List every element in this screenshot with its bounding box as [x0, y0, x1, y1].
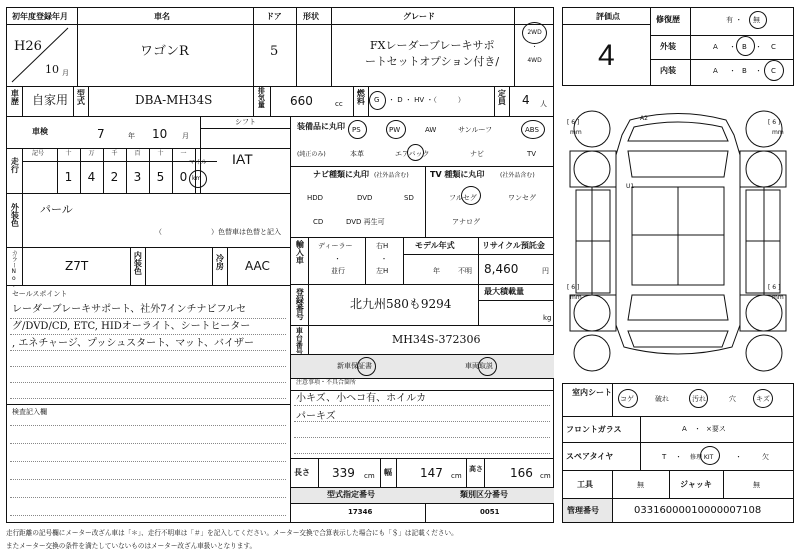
notes-label: 注意事項・不具合箇所 [296, 379, 357, 386]
import-parallel: 並行 [331, 267, 345, 275]
interior-b: B [742, 67, 747, 75]
vehicle-manual: 車両取説 [465, 362, 493, 370]
month-unit: 月 [62, 69, 69, 77]
tv-oneseg: ワンセグ [508, 194, 536, 202]
spare-missing: 欠 [762, 453, 769, 461]
jack-label: ジャッキ [680, 480, 712, 489]
length-value: 339 [332, 466, 355, 480]
max-load-label: 最大積載量 [484, 287, 524, 296]
selling-point-line: グ/DVD/CD, ETC, HIDオーライト、シートヒーター [12, 321, 251, 332]
recycle-label: リサイクル預託金 [482, 241, 545, 250]
grade-line-1: FXレーダーブレーキサポ [370, 39, 495, 52]
registration-value: 北九州580も9294 [350, 297, 452, 311]
tire-depth-fr-unit: mm [772, 129, 784, 136]
seat-tear: 破れ [655, 395, 669, 403]
import-dealer: ディーラー [318, 242, 353, 250]
tire-depth-rr: [ 6 ] [768, 284, 781, 291]
color-no-value: Z7T [65, 259, 89, 273]
tire-depth-rl-unit: mm [570, 294, 582, 301]
mile-label: マイル [189, 159, 207, 166]
windshield-replace: ×要ス [706, 425, 726, 433]
grade-label: グレード [403, 12, 435, 21]
color-value: パール [40, 203, 73, 216]
usage-value: 自家用 [32, 93, 69, 107]
nav-sublabel: (社外品含む) [374, 172, 409, 179]
inspection-year-unit: 年 [128, 132, 135, 140]
color-note: （ ）色替車は色替と記入 [155, 228, 281, 236]
tire-depth-fl-unit: mm [570, 129, 582, 136]
equip-aw: AW [425, 126, 437, 134]
fuel-g: G [374, 96, 380, 104]
tools-label: 工具 [577, 480, 593, 489]
tire-depth-fl: [ 6 ] [567, 119, 580, 126]
inspection-year: 7 [97, 127, 105, 141]
equipment-label: 装備品に丸印 [297, 122, 345, 131]
drive-4wd: 4WD [527, 57, 542, 64]
equip-pw: PW [389, 126, 401, 134]
type-designation-value: 17346 [348, 508, 373, 516]
person-unit: 人 [540, 100, 547, 108]
grade-line-2: ートセットオプション付き/ [365, 55, 500, 68]
repair-history-label: 修復歴 [656, 15, 680, 24]
footer-note-2: またメーター交換の条件を満たしていないものはメーター改ざん車扱いとなります。 [6, 542, 257, 550]
inspection-month: 10 [152, 127, 168, 141]
equip-navi: ナビ [470, 150, 484, 158]
equip-leather: 本革 [350, 150, 364, 158]
displacement-label: 排気量 [257, 87, 266, 108]
model-year-unit: 年 [433, 267, 440, 275]
car-name-label: 車名 [154, 12, 170, 21]
door-label: ドア [266, 12, 282, 21]
displacement-value: 660 [290, 94, 313, 108]
tv-sublabel: (社外品含む) [500, 172, 535, 179]
mileage-digit: 2 [110, 170, 119, 184]
spare-dot-2: ・ [735, 453, 742, 461]
spare-dot: ・ [675, 453, 682, 461]
footer-note-1: 走行距離の記号欄にメーター改ざん車は「＊」、走行不明車は「＃」を記入してください。メーター交換で合算表示した場合にも「＄」は記載ください。 [6, 529, 458, 537]
windshield-a: A [682, 425, 687, 433]
car-name-value: ワゴンR [140, 44, 189, 59]
width-value: 147 [420, 466, 443, 480]
equip-abs: ABS [525, 126, 539, 134]
new-car-warranty: 新車保証書 [337, 362, 372, 370]
type-designation-label: 型式指定番号 [327, 490, 375, 499]
height-label: 高さ [469, 465, 483, 473]
mileage-digit: 1 [64, 170, 73, 184]
seat-burn: コゲ [620, 395, 634, 403]
management-no-label: 管理番号 [567, 506, 599, 515]
seat-label: 室内シート [572, 388, 612, 397]
import-dot: ・ [334, 255, 341, 263]
tv-fullseg: フルセグ [449, 194, 477, 202]
auction-inspection-sheet: 初年度登録年月 車名 ドア 形状 グレード H26 10 月 ワゴンR 5 FXレーダーブレーキサポ ートセットオプション付き/ 2WD ・ 4WD 車歴 自家用 型式 DBA-MH34S 排気量 660 cc 燃料 G ・ D ・ HV ・（ ） 定員 4 人 車検 7 年 10 月 シフト IAT 走行 記号 十 万 千 百 十 一 1 4 2 3 5 0 マイル km 外装色 パール （ ）色替車は色替と記入 カラーNo. Z7T 内装色 冷房 AAC セールスポイント レーダーブレーキサポート、社外7インチナビフルセ グ/DVD/CD, ETC, HIDオーライト、シートヒーター , エネチャージ、プッシュスタート、マット、バイザー 検査記入欄 装備品に丸印 (純正のみ) PS PW AW サンルーフ ABS 本革 エアバック ナビ TV ナビ種類に丸印 (社外品含む) HDD DVD SD CD DVD 再生可 TV 種類に丸印 (社外品含む) フルセグ ワンセグ アナログ 輸入車 ディーラー ・ 並行 右H ・ 左H モデル年式 年 不明 リサイクル預託金 8,460 円 登録番号 北九州580も9294 最大積載量 kg 車台番号 MH34S-372306 新車保証書 車両取説 注意事項・不具合箇所 小キズ、小ヘコ有、ホイルカ パーキズ 長さ 339 cm 幅 147 cm 高さ 166 cm 型式指定番号 17346 類別区分番号 0051 評価点 4 修復歴 有 ・ 無 外装 A ・ B ・ C 内装 A ・ B ・ C A2 U1 [ 6 ] mm [ 6 ] mm [ 6 ] mm [ 6 ] mm 室内シート コゲ 破れ 汚れ 穴 キズ フロントガラス A ・ ×要ス スペアタイヤ T ・ 修理 KIT ・ 欠 工具 無 ジャッキ 無 管理番号 03316000010000007108 走行距離の記号欄にメーター改ざん車は「＊」、走行不明車は「＃」を記入してください。メーター交換で合算表示した場合にも「＄」は記載ください。 またメーター交換の条件を満たしていないものはメーター改ざん車扱いとなります。 [0, 0, 800, 557]
tv-label: TV 種類に丸印 [430, 170, 485, 179]
jack-value: 無 [753, 481, 760, 489]
spare-tire-label: スペアタイヤ [566, 452, 614, 461]
length-label: 長さ [294, 468, 310, 477]
seat-scratch: キズ [756, 395, 770, 403]
inspection-month-unit: 月 [182, 132, 189, 140]
exterior-label: 外装 [660, 42, 676, 51]
score-value: 4 [598, 39, 615, 72]
first-reg-era: H26 [14, 39, 42, 54]
width-label: 幅 [384, 468, 392, 477]
height-value: 166 [510, 466, 533, 480]
tire-depth-fr: [ 6 ] [768, 119, 781, 126]
class-number-label: 類別区分番号 [460, 490, 508, 499]
tire-depth-rr-unit: mm [772, 294, 784, 301]
import-label: 輸入車 [295, 240, 305, 264]
damage-mark-a2: A2 [640, 115, 648, 122]
model-year-unknown: 不明 [458, 267, 472, 275]
note-line: 小キズ、小ヘコ有、ホイルカ [296, 393, 427, 404]
color-label: 外装色 [10, 203, 20, 227]
door-count: 5 [270, 44, 279, 59]
max-load-unit: kg [543, 314, 552, 322]
selling-points-label: セールスポイント [12, 290, 68, 298]
first-reg-month: 10 [45, 63, 59, 76]
left-hand-drive: 左H [376, 267, 389, 275]
width-unit: cm [451, 472, 462, 480]
selling-point-line: レーダーブレーキサポート、社外7インチナビフルセ [12, 304, 247, 315]
management-no-value: 03316000010000007108 [634, 505, 762, 516]
km-label: km [192, 175, 202, 182]
windshield-dot: ・ [694, 425, 701, 433]
drive-dot: ・ [531, 44, 538, 51]
interior-a: A [713, 67, 718, 75]
model-label: 型式 [76, 89, 86, 105]
exterior-c: C [771, 43, 776, 51]
color-no-label: カラーNo. [10, 250, 18, 289]
mileage-digit: 3 [133, 170, 142, 184]
equip-sunroof: サンルーフ [458, 126, 493, 134]
mileage-digit: 0 [179, 170, 188, 184]
car-damage-diagram [562, 95, 794, 375]
chassis-label: 車台番号 [295, 327, 304, 355]
nav-sd: SD [404, 194, 414, 202]
nav-label: ナビ種類に丸印 [313, 170, 369, 179]
left-form-frame [6, 7, 554, 523]
shift-value: IAT [232, 151, 253, 167]
capacity-label: 定員 [497, 89, 507, 105]
score-label: 評価点 [596, 12, 620, 21]
exterior-a: A [713, 43, 718, 51]
nav-cd: CD [313, 218, 324, 226]
tools-value: 無 [637, 481, 644, 489]
selling-point-line: , エネチャージ、プッシュスタート、マット、バイザー [12, 338, 254, 349]
fuel-label: 燃料 [356, 89, 366, 105]
recycle-unit: 円 [542, 267, 549, 275]
seat-dirt: 汚れ [692, 395, 706, 403]
inspector-label: 検査記入欄 [12, 408, 47, 416]
shape-label: 形状 [303, 12, 319, 21]
nav-dvd-play: DVD 再生可 [346, 218, 385, 226]
tv-analog: アナログ [452, 218, 480, 226]
note-line: パーキズ [296, 411, 336, 422]
unit-ten-thousand-x10: 十 [65, 150, 72, 157]
unit-ten-thousand: 万 [88, 150, 95, 157]
exterior-b: B [742, 43, 747, 51]
equip-ps: PS [352, 126, 361, 134]
nav-dvd: DVD [357, 194, 373, 202]
capacity-value: 4 [522, 93, 530, 107]
registration-label: 登録番号 [295, 288, 305, 320]
model-year-label: モデル年式 [415, 241, 455, 250]
nav-hdd: HDD [307, 194, 324, 202]
length-unit: cm [364, 472, 375, 480]
chassis-value: MH34S-372306 [392, 333, 481, 346]
tire-depth-rl: [ 6 ] [567, 284, 580, 291]
seat-hole: 穴 [729, 395, 736, 403]
interior-c: C [771, 67, 776, 75]
usage-label: 車歴 [10, 89, 20, 105]
equip-airbag: エアバック [395, 150, 430, 158]
hand-dot: ・ [380, 255, 388, 263]
unit-hundred: 百 [134, 150, 141, 157]
mileage-label: 走行 [10, 157, 20, 173]
fuel-options: ・ D ・ HV ・（ ） [388, 96, 465, 104]
damage-mark-u1: U1 [626, 183, 635, 190]
spare-t: T [662, 453, 667, 461]
windshield-label: フロントガラス [566, 425, 622, 434]
mileage-digit: 5 [156, 170, 165, 184]
mileage-symbol-label: 記号 [32, 150, 45, 157]
interior-label: 内装 [660, 66, 676, 75]
cooler-label: 冷房 [215, 254, 225, 270]
class-number-value: 0051 [480, 508, 500, 516]
repair-none: 無 [753, 16, 760, 24]
drive-2wd: 2WD [527, 29, 542, 36]
unit-thousand: 千 [111, 150, 118, 157]
recycle-value: 8,460 [484, 262, 519, 276]
shift-label: シフト [235, 118, 256, 126]
interior-color-label: 内装色 [133, 251, 143, 275]
first-reg-label: 初年度登録年月 [12, 12, 68, 21]
spare-repair-kit: 修理 KIT [690, 454, 714, 461]
equip-tv: TV [527, 150, 537, 158]
model-value: DBA-MH34S [135, 93, 213, 107]
cooler-value: AAC [245, 259, 270, 273]
mileage-digit: 4 [87, 170, 96, 184]
equipment-sublabel: (純正のみ) [297, 151, 326, 158]
right-hand-drive: 右H [376, 242, 389, 250]
repair-options: 有 ・ [726, 16, 743, 24]
inspection-label: 車検 [32, 127, 48, 136]
cc-unit: cc [335, 100, 343, 108]
height-unit: cm [540, 472, 551, 480]
unit-ten: 十 [157, 150, 164, 157]
unit-one: 一 [180, 150, 187, 157]
